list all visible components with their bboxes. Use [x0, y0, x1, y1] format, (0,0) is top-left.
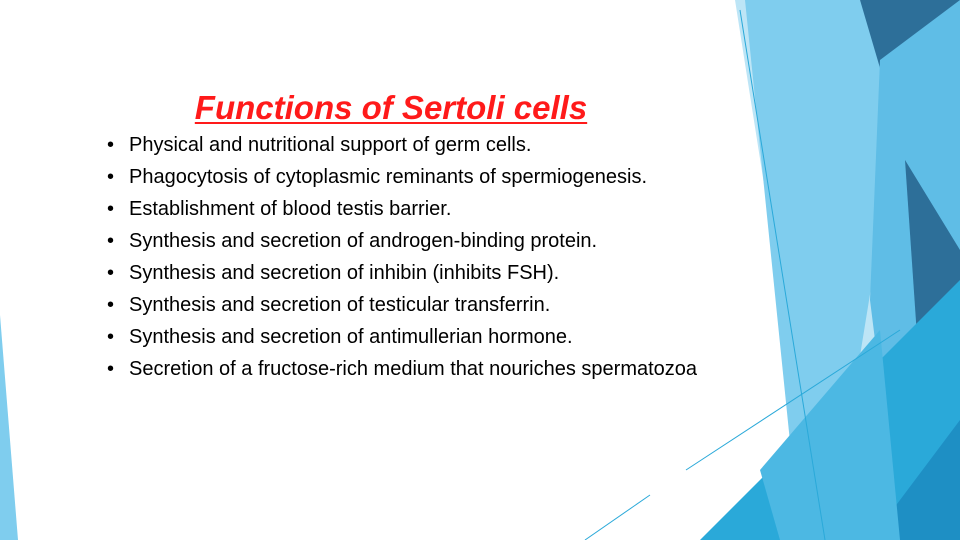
bullet-point-icon: • — [107, 198, 115, 220]
bullet-text: Physical and nutritional support of germ cells. — [129, 134, 532, 156]
bullet-point-icon: • — [107, 326, 115, 348]
bullet-item — [105, 132, 705, 158]
bullet-item — [105, 164, 705, 190]
bullet-point-icon: • — [107, 262, 115, 284]
bullet-item — [105, 356, 705, 382]
bullet-point-icon: • — [107, 358, 115, 380]
bullet-text: Synthesis and secretion of inhibin (inhibits FSH). — [129, 262, 560, 284]
bullet-list — [105, 132, 705, 388]
bullet-item — [105, 292, 705, 318]
bullet-item — [105, 228, 705, 254]
accent-line-3 — [585, 495, 650, 540]
bullet-text: Phagocytosis of cytoplasmic reminants of spermiogenesis. — [129, 166, 648, 188]
bullet-item — [105, 196, 705, 222]
bullet-item — [105, 260, 705, 286]
bullet-text: Synthesis and secretion of antimullerian hormone. — [129, 326, 573, 348]
bullet-text: Synthesis and secretion of androgen-binding protein. — [129, 230, 598, 252]
left-edge-shape — [0, 315, 18, 540]
bullet-point-icon: • — [107, 166, 115, 188]
bullet-text: Secretion of a fructose-rich medium that nouriches spermatozoa — [129, 358, 698, 380]
slide-title: Functions of Sertoli cells — [194, 89, 588, 126]
bullet-point-icon: • — [107, 230, 115, 252]
bullet-text: Establishment of blood testis barrier. — [129, 198, 452, 220]
bullet-point-icon: • — [107, 134, 115, 156]
bullet-point-icon: • — [107, 294, 115, 316]
bullet-text: Synthesis and secretion of testicular transferrin. — [129, 294, 551, 316]
bullet-item — [105, 324, 705, 350]
